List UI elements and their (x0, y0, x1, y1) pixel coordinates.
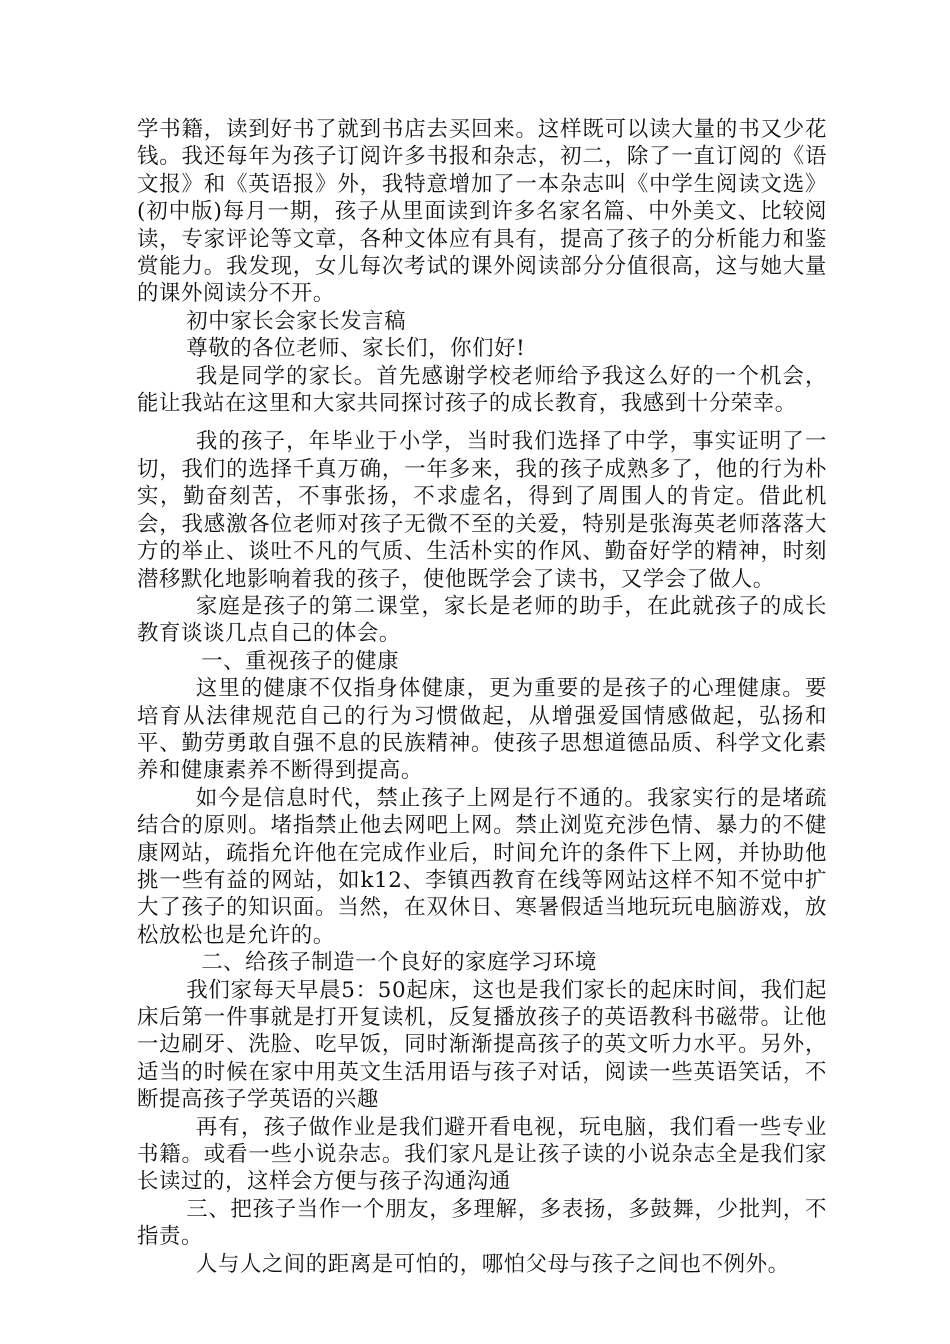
paragraph-distance: 人与人之间的距离是可怕的，哪怕父母与孩子之间也不例外。 (195, 1251, 790, 1277)
paragraph-family-classroom: 家庭是孩子的第二课堂，家长是老师的助手，在此就孩子的成长教育谈谈几点自己的体会。 (137, 593, 827, 647)
document-body (137, 116, 827, 1278)
paragraph-reading-habits: 学书籍，读到好书了就到书店去买回来。这样既可以读大量的书又少花钱。我还每年为孩子订阅许多书报和杂志，初二，除了一直订阅的《语文报》和《英语报》外，我特意增加了一本杂志叫《中学生阅读文选》(初中版)每月一期，孩子从里面读到许多名家名篇、中外美文、比较阅读，专家评论等文章，各种文体应有具有，提高了孩子的分析能力和鉴赏能力。我发现，女儿每次考试的课外阅读部分分值很高，这与她大量的课外阅读分不开。 (137, 117, 827, 307)
paragraph-internet: 如今是信息时代，禁止孩子上网是行不通的。我家实行的是堵疏结合的原则。堵指禁止他去网吧上网。禁止浏览充涉色情、暴力的不健康网站，疏指允许他在完成作业后，时间允许的条件下上网，并协助他挑一些有益的网站，如k12、李镇西教育在线等网站这样不知不觉中扩大了孩子的知识面。当然，在双休日、寒暑假适当地玩玩电脑游戏，放松放松也是允许的。 (137, 785, 827, 948)
section-heading-health: 一、重视孩子的健康 (201, 648, 400, 674)
paragraph-homework-time: 再有，孩子做作业是我们避开看电视，玩电脑，我们看一些专业书籍。或看一些小说杂志。我们家凡是让孩子读的小说杂志全是我们家长读过的，这样会方便与孩子沟通沟通 (137, 1114, 827, 1195)
paragraph-my-child: 我的孩子，年毕业于小学，当时我们选择了中学，事实证明了一切，我们的选择千真万确，一年多来，我的孩子成熟多了，他的行为朴实，勤奋刻苦，不事张扬，不求虚名，得到了周围人的肯定。借此机会，我感激各位老师对孩子无微不至的关爱，特别是张海英老师落落大方的举止、谈吐不凡的气质、生活朴实的作风、勤奋好学的精神，时刻潜移默化地影响着我的孩子，使他既学会了读书，又学会了做人。 (137, 429, 827, 592)
speech-greeting: 尊敬的各位老师、家长们，你们好! (186, 336, 526, 362)
paragraph-health: 这里的健康不仅指身体健康，更为重要的是孩子的心理健康。要培育从法律规范自己的行为习惯做起，从增强爱国情感做起，弘扬和平、勤劳勇敢自强不息的民族精神。使孩子思想道德品质、科学文化素养和健康素养不断得到提高。 (137, 676, 827, 784)
section-heading-environment: 二、给孩子制造一个良好的家庭学习环境 (201, 950, 598, 976)
section-heading-friendship: 三、把孩子当作一个朋友，多理解，多表扬，多鼓舞，少批判，不指责。 (137, 1196, 827, 1250)
paragraph-morning-routine: 我们家每天早晨5：50起床，这也是我们家长的起床时间，我们起床后第一件事就是打开复读机，反复播放孩子的英语教科书磁带。让他一边刷牙、洗脸、吃早饭，同时渐渐提高孩子的英文听力水平。另外，适当的时候在家中用英文生活用语与孩子对话，阅读一些英语笑话，不断提高孩子学英语的兴趣 (137, 977, 827, 1113)
paragraph-introduction: 我是同学的家长。首先感谢学校老师给予我这么好的一个机会，能让我站在这里和大家共同探讨孩子的成长教育，我感到十分荣幸。 (137, 363, 827, 417)
speech-title: 初中家长会家长发言稿 (186, 308, 407, 334)
